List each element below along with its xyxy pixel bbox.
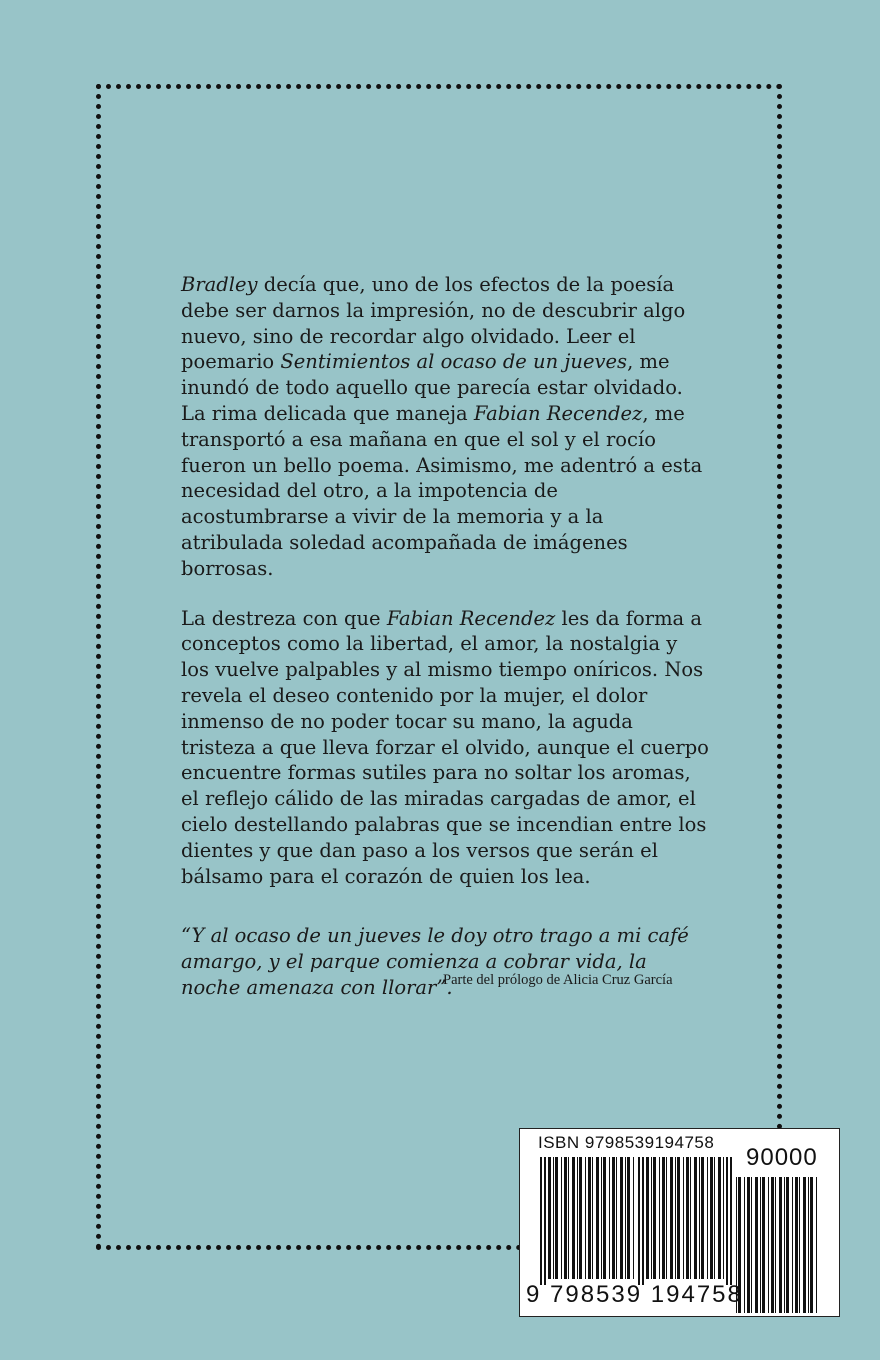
paragraph-2-text-b: les da forma a conceptos como la libertad, el amor, la nostalgia y los vuelve palpables y al mismo tiempo oníricos. Nos revela el deseo contenido por la mujer, el dolor inmenso de no poder tocar su mano, la aguda tristeza a que lleva forzar el olvido, aunque el cuerpo encuentre formas sutiles para no soltar los aromas, el reflejo cálido de las miradas cargadas de amor, el cielo destellando palabras que se incendian entre los dientes y que dan paso a los versos que serán el bálsamo para el corazón de quien los lea. bbox=[181, 606, 709, 888]
bradley-name: Bradley bbox=[181, 273, 258, 296]
attribution: Parte del prólogo de Alicia Cruz García bbox=[443, 972, 673, 988]
isbn-label: ISBN 9798539194758 bbox=[538, 1133, 715, 1152]
isbn-barcode bbox=[519, 1128, 840, 1317]
paragraph-1-text-a: decía que, uno de los efectos de la poesía debe ser darnos la impresión, no de descubrir algo nuevo, sino de recordar algo olvidado. Leer el poemario bbox=[181, 273, 686, 374]
paragraph-2 bbox=[181, 606, 711, 890]
quote: “Y al ocaso de un jueves le doy otro trago a mi café amargo, y el parque comienza a cobrar vida, la noche amenaza con llorar”. bbox=[181, 924, 689, 1000]
paragraph-2-text-a: La destreza con que bbox=[181, 606, 387, 630]
paragraph-1-text-b: , me inundó de todo aquello que parecía estar olvidado. La rima delicada que maneja bbox=[181, 350, 683, 425]
paragraph-1-text-c: , me transportó a esa mañana en que el sol y el rocío fueron un bello poema. Asimismo, me adentró a esta necesidad del otro, a la impotencia de acostumbrarse a vivir de la memoria y a la atribulada soledad acompañada de imágenes borrosas. bbox=[181, 401, 703, 580]
barcode-digits: 9 798539 194758 bbox=[526, 1281, 743, 1308]
author-name: Fabian Recendez bbox=[473, 401, 643, 425]
paragraph-1 bbox=[181, 272, 711, 582]
author-name: Fabian Recendez bbox=[386, 606, 556, 630]
book-title: Sentimientos al ocaso de un jueves bbox=[280, 350, 628, 374]
price-code: 90000 bbox=[746, 1144, 818, 1171]
back-cover-text bbox=[181, 272, 711, 1021]
